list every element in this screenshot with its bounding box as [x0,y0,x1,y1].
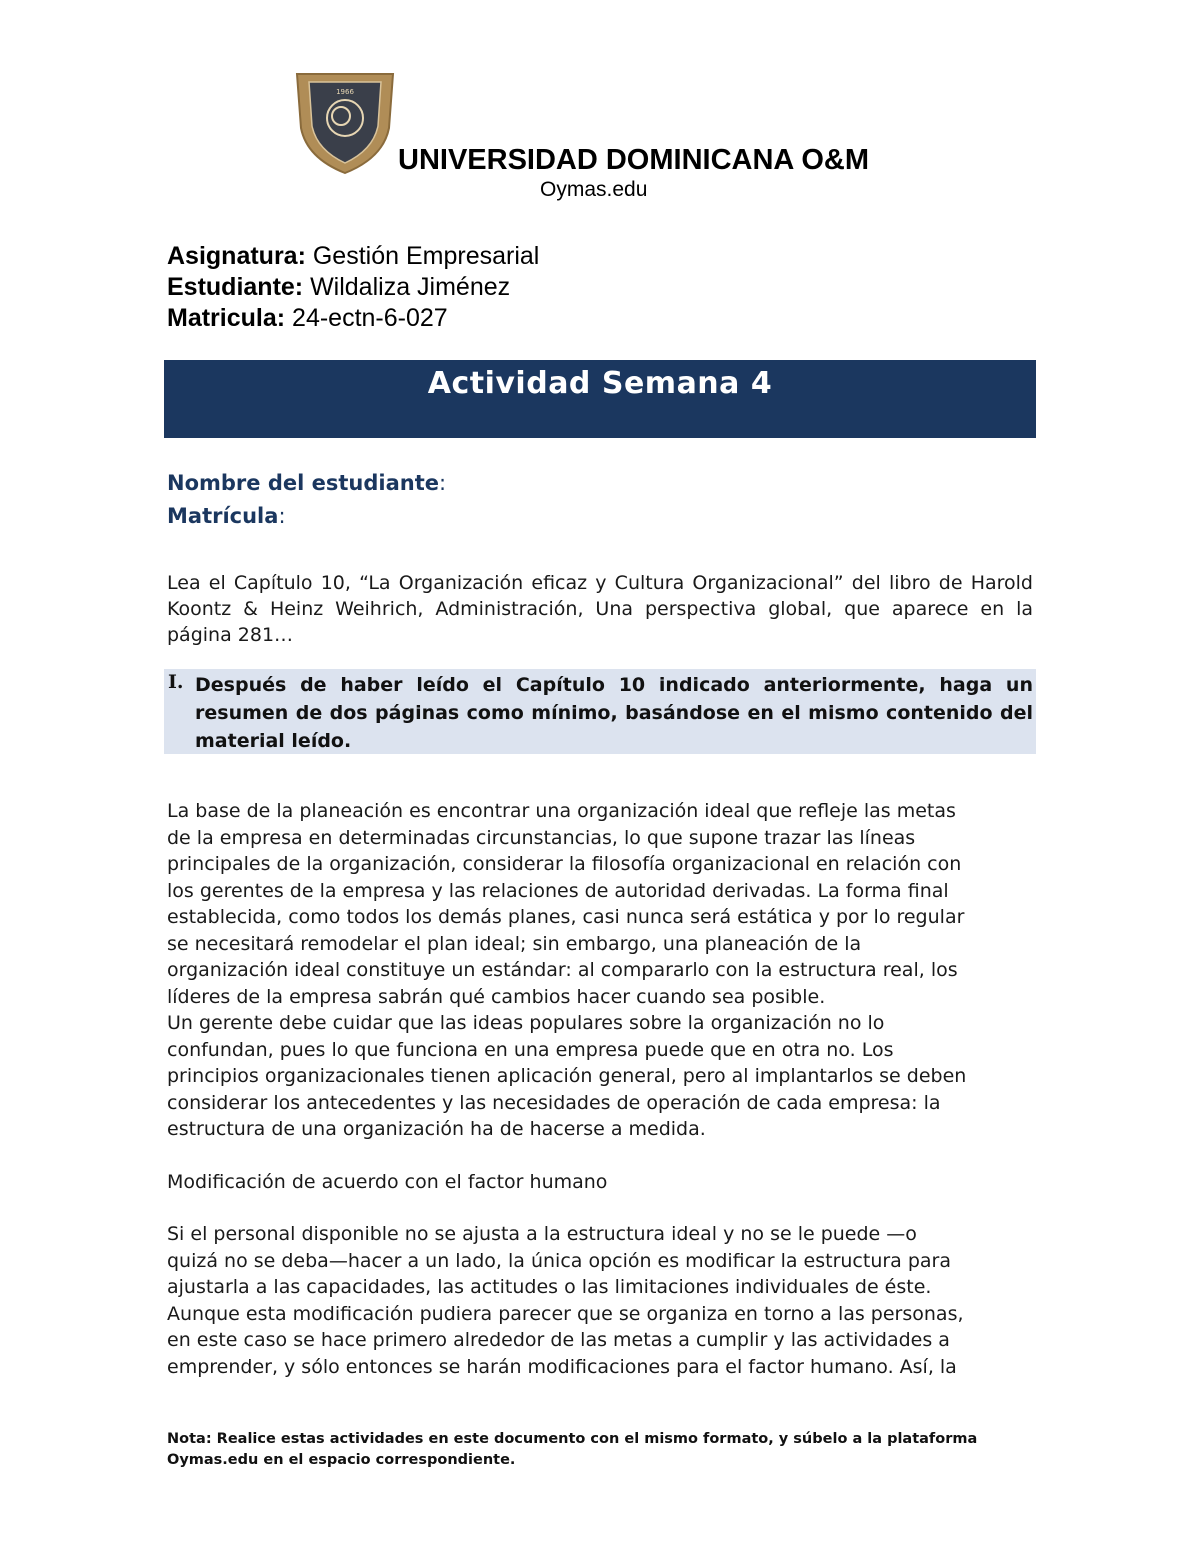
intro-paragraph: Lea el Capítulo 10, “La Organización eficaz y Cultura Organizacional” del libro de Harold Koontz & Heinz Weihrich, Administración, Una perspectiva global, que aparece en la página 281… [167,572,1033,646]
body-line: en este caso se hace primero alrededor de las metas a cumplir y las actividades a [167,1329,950,1351]
university-name: UNIVERSIDAD DOMINICANA O&M [398,144,869,176]
body-line: Aunque esta modificación pudiera parecer que se organiza en torno a las personas, [167,1302,964,1325]
body-line: de la empresa en determinadas circunstancias, lo que supone trazar las líneas [167,826,916,849]
body-line: considerar los antecedentes y las necesidades de operación de cada empresa: la [167,1091,941,1114]
body-line: principales de la organización, considerar la filosofía organizacional en relación con [167,853,962,875]
section-subheading: Modificación de acuerdo con el factor humano [167,1170,608,1193]
student-label: Estudiante: [167,273,304,301]
matricula-field: Matrícula: [167,504,286,528]
summary-body [167,798,1033,1380]
student-value: Wildaliza Jiménez [310,273,511,301]
id-value: 24-ectn-6-027 [292,304,448,332]
id-row [167,303,539,334]
student-fields [167,467,446,533]
subject-label: Asignatura: [167,242,306,270]
body-line: La base de la planeación es encontrar una organización ideal que refleje las metas [167,800,956,822]
matricula-field-label: Matrícula [167,504,279,528]
body-line: Un gerente debe cuidar que las ideas populares sobre la organización no lo [167,1012,885,1034]
body-line: organización ideal constituye un estándar: al compararlo con la estructura real, los [167,959,958,981]
note-line: Oymas.edu en el espacio correspondiente. [167,1452,516,1468]
body-line: establecida, como todos los demás planes, casi nunca será estática y por lo regular [167,906,965,928]
question-text: Después de haber leído el Capítulo 10 indicado anteriormente, haga un resumen de dos páginas como mínimo, basándose en el mismo contenido del material leído. [195,674,1033,752]
activity-title: Actividad Semana 4 [427,366,773,401]
student-row [167,272,539,303]
body-line: Si el personal disponible no se ajusta a la estructura ideal y no se le puede —o [167,1223,917,1245]
subject-row [167,241,539,272]
university-website: Oymas.edu [540,178,648,201]
footer-note [167,1429,1033,1471]
body-line: estructura de una organización ha de hacerse a medida. [167,1118,706,1140]
question-number: I. [168,671,184,693]
name-field-label: Nombre del estudiante [167,471,439,495]
svg-text:1966: 1966 [336,88,354,96]
note-line: Nota: Realice estas actividades en este documento con el mismo formato, y súbelo a la plataforma [167,1431,978,1447]
id-label: Matricula: [167,304,286,332]
university-logo [295,70,395,175]
body-line: emprender, y sólo entonces se harán modificaciones para el factor humano. Así, la [167,1355,957,1378]
body-line: los gerentes de la empresa y las relaciones de autoridad derivadas. La forma final [167,879,949,902]
activity-banner [164,360,1036,438]
subject-value: Gestión Empresarial [312,242,540,270]
body-line: quizá no se deba—hacer a un lado, la única opción es modificar la estructura para [167,1249,952,1272]
body-line: líderes de la empresa sabrán qué cambios hacer cuando sea posible. [167,985,826,1008]
body-line: ajustarla a las capacidades, las actitudes o las limitaciones individuales de éste. [167,1276,932,1298]
body-line: principios organizacionales tienen aplicación general, pero al implantarlos se deben [167,1065,967,1087]
student-info [167,241,539,334]
name-field: Nombre del estudiante: [167,471,447,495]
shield-emblem-icon [295,70,395,175]
question-box [164,669,1036,754]
body-line: se necesitará remodelar el plan ideal; sin embargo, una planeación de la [167,932,862,955]
body-line: confundan, pues lo que funciona en una empresa puede que en otra no. Los [167,1038,894,1061]
